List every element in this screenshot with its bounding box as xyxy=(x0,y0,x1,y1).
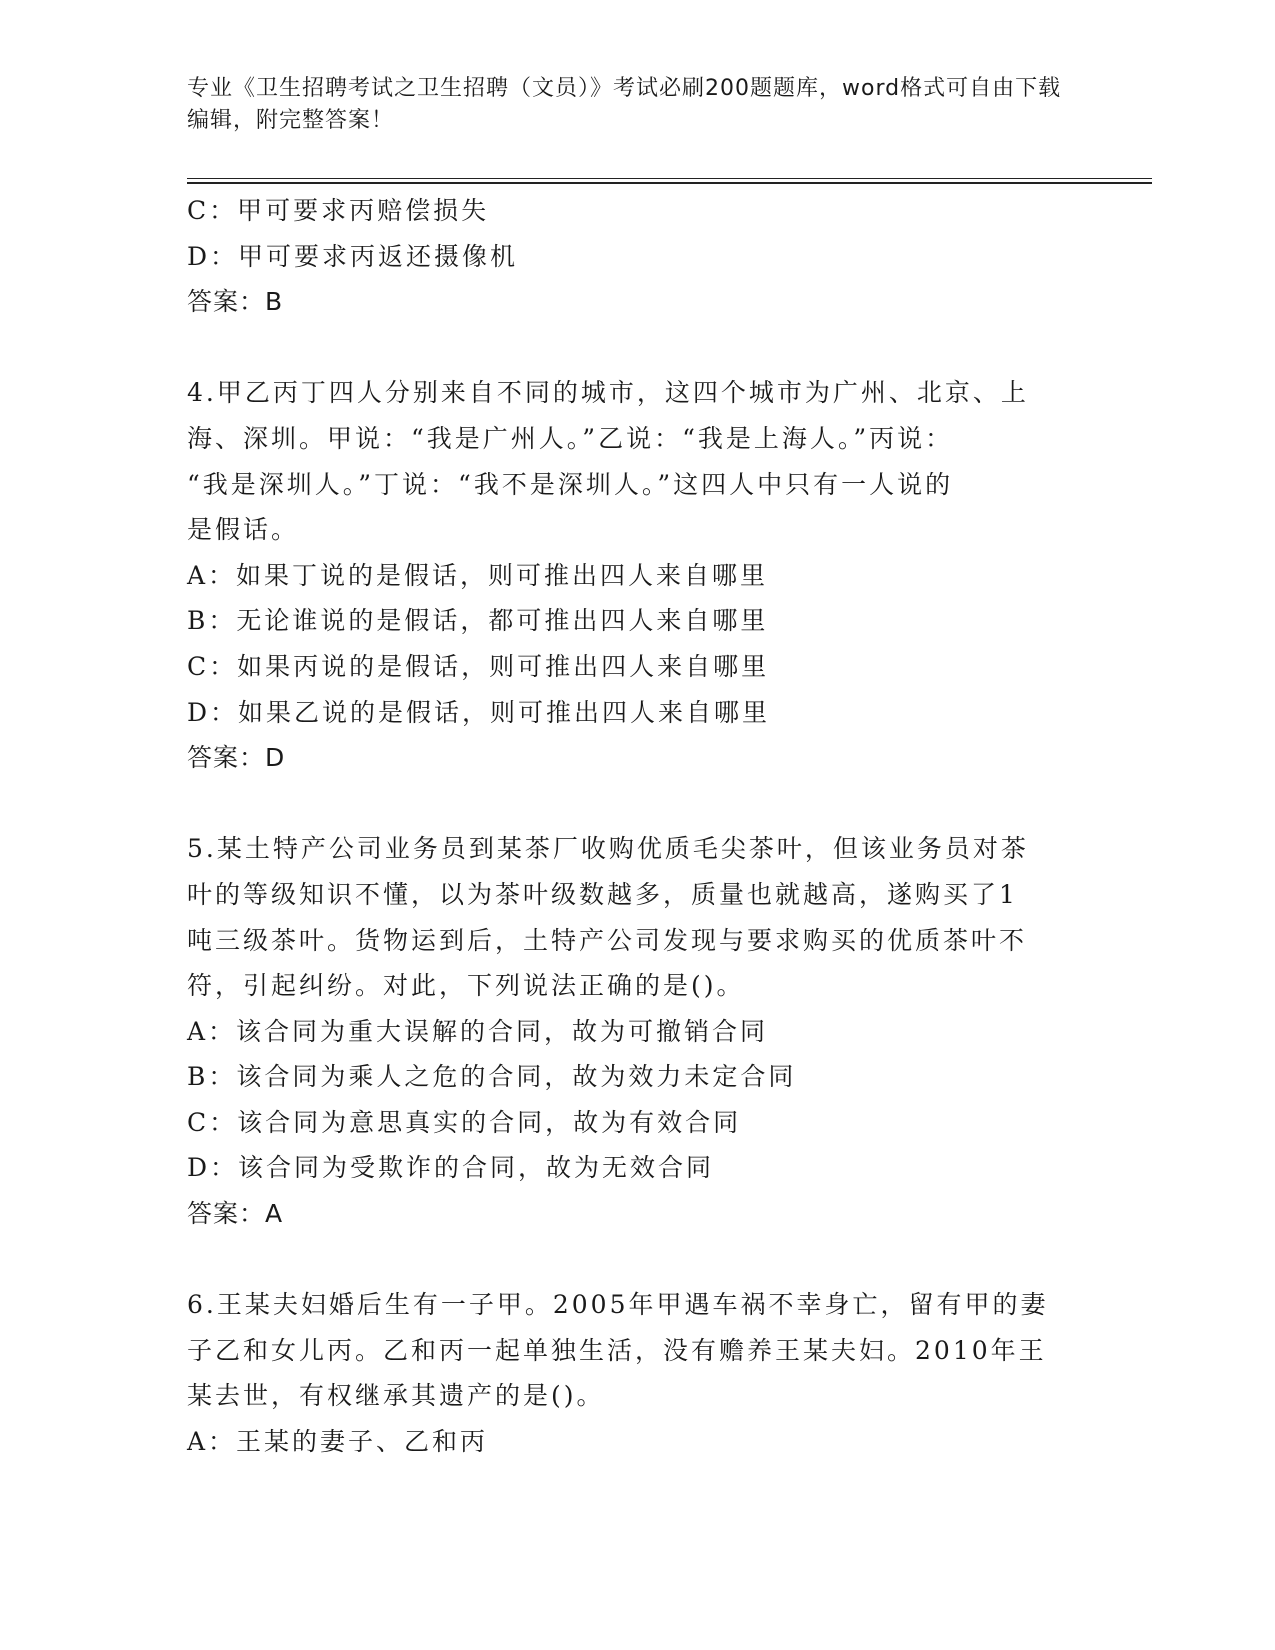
option-c: C：甲可要求丙赔偿损失 xyxy=(187,196,490,225)
question-stem-line: 某去世，有权继承其遗产的是()。 xyxy=(187,1381,605,1411)
question-stem-line: 海、深圳。甲说：“我是广州人。”乙说：“我是上海人。”丙说： xyxy=(187,423,954,453)
question-4 xyxy=(187,370,1067,780)
question-stem-line: 吨三级茶叶。货物运到后，土特产公司发现与要求购买的优质茶叶不 xyxy=(187,925,1028,955)
option-b: B：无论谁说的是假话，都可推出四人来自哪里 xyxy=(187,606,769,636)
question-stem-line: 叶的等级知识不懂，以为茶叶级数越多，质量也就越高，遂购买了1 xyxy=(187,879,1018,909)
option-a: A：王某的妻子、乙和丙 xyxy=(187,1427,489,1457)
option-c: C：该合同为意思真实的合同，故为有效合同 xyxy=(187,1107,742,1137)
answer-line: 答案：A xyxy=(187,1199,284,1229)
question-stem-line: “我是深圳人。”丁说：“我不是深圳人。”这四人中只有一人说的 xyxy=(187,469,954,499)
question-stem-line: 4.甲乙丙丁四人分别来自不同的城市，这四个城市为广州、北京、上 xyxy=(187,378,1029,408)
spacer xyxy=(187,1237,1067,1283)
header-rule-thin xyxy=(187,178,1152,179)
question-3-tail xyxy=(187,188,1067,325)
header-rule-thick xyxy=(187,182,1152,184)
option-b: B：该合同为乘人之危的合同，故为效力未定合同 xyxy=(187,1062,797,1092)
question-stem-line: 5.某土特产公司业务员到某茶厂收购优质毛尖茶叶，但该业务员对茶 xyxy=(187,834,1029,864)
answer-line: 答案：B xyxy=(187,287,284,317)
question-5 xyxy=(187,826,1067,1236)
option-d: D：该合同为受欺诈的合同，故为无效合同 xyxy=(187,1153,715,1183)
question-6 xyxy=(187,1282,1067,1464)
question-stem-line: 6.王某夫妇婚后生有一子甲。2005年甲遇车祸不幸身亡，留有甲的妻 xyxy=(187,1290,1049,1320)
question-stem-line: 是假话。 xyxy=(187,515,300,545)
spacer xyxy=(187,325,1067,371)
question-stem-line: 子乙和女儿丙。乙和丙一起单独生活，没有赡养王某夫妇。2010年王 xyxy=(187,1335,1047,1365)
option-d: D：如果乙说的是假话，则可推出四人来自哪里 xyxy=(187,697,771,727)
question-content xyxy=(187,188,1067,1465)
option-a: A：如果丁说的是假话，则可推出四人来自哪里 xyxy=(187,560,769,590)
option-c: C：如果丙说的是假话，则可推出四人来自哪里 xyxy=(187,651,770,681)
spacer xyxy=(187,781,1067,827)
option-d: D：甲可要求丙返还摄像机 xyxy=(187,241,519,271)
answer-line: 答案：D xyxy=(187,743,286,773)
option-a: A：该合同为重大误解的合同，故为可撤销合同 xyxy=(187,1016,769,1046)
question-stem-line: 符，引起纠纷。对此，下列说法正确的是()。 xyxy=(187,971,745,1001)
document-header: 专业《卫生招聘考试之卫生招聘（文员）》考试必刷200题题库，word格式可自由下载编辑，附完整答案！ xyxy=(187,76,1062,133)
